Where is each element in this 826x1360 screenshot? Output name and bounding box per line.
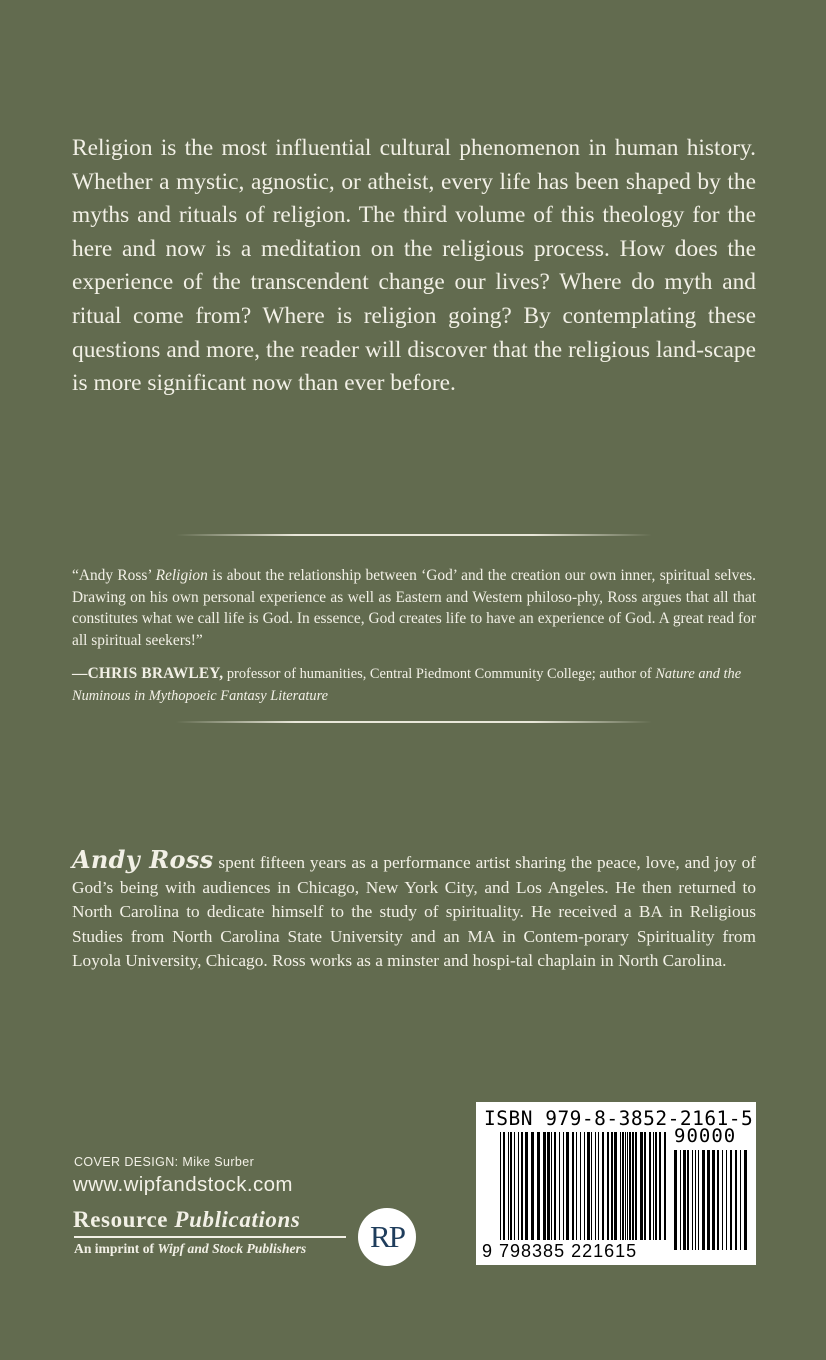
barcode-bar xyxy=(508,1132,509,1240)
barcode-bar xyxy=(521,1132,523,1240)
barcode-bar xyxy=(653,1132,654,1240)
barcode-bar xyxy=(622,1132,624,1240)
barcode-bar xyxy=(591,1132,592,1240)
barcode-bar xyxy=(655,1132,657,1240)
barcode-digits: 9 798385 221615 xyxy=(482,1241,638,1261)
barcode-bar xyxy=(687,1150,689,1250)
barcode-bar xyxy=(632,1132,634,1240)
imprint-word: Resource xyxy=(73,1207,175,1232)
barcode-bar xyxy=(629,1132,631,1240)
barcode-bar xyxy=(659,1132,661,1240)
barcode-bar xyxy=(559,1132,560,1240)
author-name: Andy Ross xyxy=(72,845,214,874)
barcode-bar xyxy=(664,1132,666,1240)
quote-body: is about the relationship between ‘God’ and the creation our own inner, spiritual selves. Drawing on his own personal experience as well as Eastern and Western philoso-phy, Ross argues that all that constitutes what we call life is God. In essence, God creates life to have an experience of God. A great read for all spiritual seekers!” xyxy=(72,567,756,649)
endorsement-attribution xyxy=(72,663,756,707)
barcode-bar xyxy=(735,1150,737,1250)
quote-open: “Andy Ross’ xyxy=(72,567,156,584)
barcode-bar xyxy=(572,1132,574,1240)
book-description: Religion is the most influential cultural phenomenon in human history. Whether a mystic, agnostic, or atheist, every life has been shaped by the myths and rituals of religion. The third volume of this theology for the here and now is a meditation on the religious process. How does the experience of the transcendent change our lives? Where do myth and ritual come from? Where is religion going? By contemplating these questions and more, the reader will discover that the religious land-scape is more significant now than ever before. xyxy=(72,135,756,397)
author-bio-text: spent fifteen years as a performance artist sharing the peace, love, and joy of God’s being with audiences in Chicago, New York City, and Los Angeles. He then returned to North Carolina to dedicate himself to the study of spirituality. He received a BA in Religious Studies from North Carolina State University and an MA in Contem-porary Spirituality from Loyola University, Chicago. Ross works as a minster and hospi-tal chaplain in North Carolina. xyxy=(72,853,756,971)
barcode-bar xyxy=(602,1132,604,1240)
barcode-bar xyxy=(635,1132,637,1240)
author-bio xyxy=(72,845,756,974)
barcode-bar xyxy=(740,1150,741,1250)
barcode-bar xyxy=(537,1132,540,1240)
rp-logo: RP xyxy=(358,1208,416,1266)
imprint-sub-publisher: Wipf and Stock Publishers xyxy=(157,1241,307,1256)
barcode-bar xyxy=(547,1132,550,1240)
isbn-barcode xyxy=(476,1102,756,1265)
barcode-bar xyxy=(531,1132,534,1240)
cover-design-credit: COVER DESIGN: Mike Surber xyxy=(74,1155,255,1169)
decorative-rule-top xyxy=(176,534,652,536)
barcode-bar xyxy=(554,1132,556,1240)
barcode-bar xyxy=(730,1150,732,1250)
barcode-bar xyxy=(640,1132,643,1240)
barcode-bar xyxy=(595,1132,596,1240)
barcode-bar xyxy=(649,1132,651,1240)
barcode-bar xyxy=(620,1132,621,1240)
imprint-sub-prefix: An imprint of xyxy=(74,1241,158,1256)
barcode-bar xyxy=(702,1150,705,1250)
isbn-number: ISBN 979-8-3852-2161-5 xyxy=(484,1107,754,1130)
decorative-rule-bottom xyxy=(176,721,652,723)
barcode-bar xyxy=(543,1132,546,1240)
barcode-bar xyxy=(674,1150,677,1250)
barcode-bar xyxy=(707,1150,710,1250)
barcode-bar xyxy=(580,1132,581,1240)
imprint-italic-word: Publications xyxy=(174,1207,301,1232)
barcode-bar xyxy=(510,1132,512,1240)
barcode-bar xyxy=(611,1132,613,1240)
barcode-bar xyxy=(576,1132,577,1240)
endorsement-quote xyxy=(72,565,756,651)
barcode-bar xyxy=(503,1132,505,1240)
endorser-book-title: Nature and the Numinous in Mythopoeic Fantasy Literature xyxy=(72,666,742,704)
price-code: 90000 xyxy=(674,1125,737,1147)
barcode-bar xyxy=(683,1150,686,1250)
barcode-bar xyxy=(695,1150,696,1250)
barcode-bar xyxy=(627,1132,628,1240)
barcode-bar xyxy=(625,1132,626,1240)
barcode-bar xyxy=(563,1132,564,1240)
barcode-bar xyxy=(680,1150,681,1250)
imprint-name xyxy=(73,1207,300,1233)
barcode-bar xyxy=(744,1150,747,1250)
imprint-underline xyxy=(74,1236,346,1238)
barcode-bar xyxy=(614,1132,617,1240)
imprint-subtitle xyxy=(74,1241,306,1257)
quote-book-title: Religion xyxy=(155,567,208,584)
barcode-bar xyxy=(698,1150,699,1250)
barcode-bar xyxy=(587,1132,590,1240)
barcode-bar xyxy=(525,1132,528,1240)
barcode-bar xyxy=(717,1150,719,1250)
barcode-bar xyxy=(514,1132,515,1240)
barcode-bar xyxy=(712,1150,715,1250)
barcode-bar xyxy=(644,1132,646,1240)
barcode-bar xyxy=(598,1132,599,1240)
barcode-bar xyxy=(726,1150,727,1250)
barcode-bar xyxy=(566,1132,569,1240)
barcode-bar xyxy=(692,1150,693,1250)
barcode-bar xyxy=(551,1132,552,1240)
endorser-name: —CHRIS BRAWLEY, xyxy=(72,665,224,682)
barcode-bar xyxy=(584,1132,585,1240)
publisher-website: www.wipfandstock.com xyxy=(73,1173,293,1196)
barcode-bar xyxy=(500,1132,501,1240)
barcode-bar xyxy=(607,1132,609,1240)
barcode-bar xyxy=(518,1132,519,1240)
barcode-bar xyxy=(722,1150,723,1250)
endorser-affiliation: professor of humanities, Central Piedmont Community College; author of xyxy=(223,666,656,682)
